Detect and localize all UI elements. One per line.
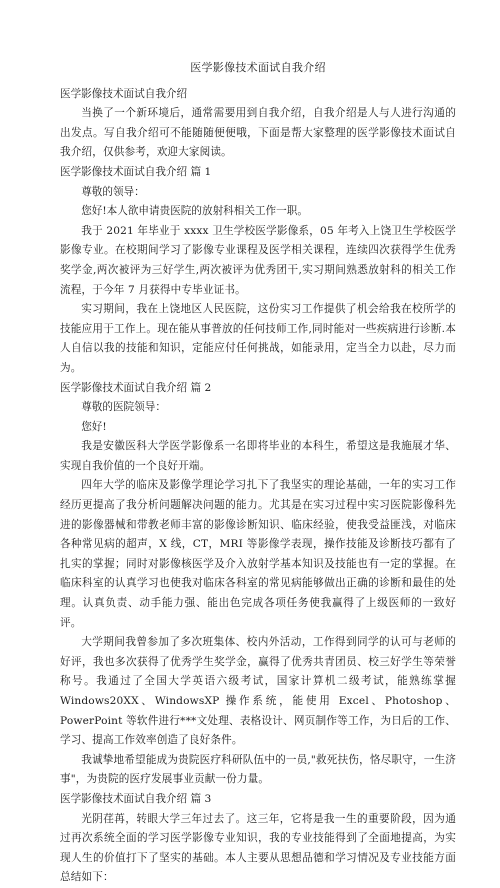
greeting: 您好!本人欲申请贵医院的放射科相关工作一职。 — [81, 205, 308, 218]
body-paragraph: 我是安徽医科大学医学影像系一名即将毕业的本科生，希望这是我施展才华、实现自我价值的一个良好开端。 — [60, 440, 456, 472]
salutation: 尊敬的医院领导： — [81, 401, 166, 414]
body-paragraph: 我于 2021 年毕业于 xxxx 卫生学校医学影像系，05 年考入上饶卫生学校医学影像专业。在校期间学习了影像专业课程及医学相关课程，连续四次获得学生优秀奖学金,两次被评为三好学生,两次被评为优秀团干,实习期间熟悉放射科的相关工作流程，于今年 7 月获得中专毕业证书。 — [60, 224, 456, 296]
body-paragraph: 光阴荏苒，转眼大学三年过去了。这三年，它将是我一生的重要阶段，因为通过再次系统全面的学习医学影像专业知识，我的专业技能得到了全面地提高，为实现人生的价值打下了坚实的基础。本人主要从思想品德和学习情况及专业技能方面总结如下： — [60, 812, 456, 884]
body-paragraph: 实习期间，我在上饶地区人民医院，这份实习工作提供了机会给我在校所学的技能应用于工作上。现在能从事普放的任何技师工作,同时能对一些疾病进行诊断.本人自信以我的技能和知识，定能应付任何挑战，如能录用，定当全力以赴，尽力而为。 — [60, 303, 456, 374]
greeting: 您好! — [81, 420, 107, 433]
intro-paragraph: 当换了一个新环境后，通常需要用到自我介绍，自我介绍是人与人进行沟通的出发点。写自我介绍可不能随随便便哦，下面是帮大家整理的医学影像技术面试自我介绍，仅供参考，欢迎大家阅读。 — [60, 107, 456, 159]
section-heading: 医学影像技术面试自我介绍 篇 3 — [60, 792, 212, 805]
document-title: 医学影像技术面试自我介绍 — [190, 61, 326, 74]
section-heading: 医学影像技术面试自我介绍 篇 2 — [60, 381, 212, 394]
body-paragraph: 四年大学的临床及影像学理论学习扎下了我坚实的理论基础，一年的实习工作经历更提高了我分析问题解决问题的能力。尤其是在实习过程中实习医院影像科先进的影像器械和带教老师丰富的影像诊断知识、临床经验，使我受益匪浅，对临床各种常见病的超声，X 线，CT，MRI 等影像学表现，操作技能及诊断技巧都有了扎实的掌握；同时对影像核医学及介入放射学基本知识及技能也有一定的掌握。在临床科室的认真学习也使我对临床各科室的常见病能够做出正确的诊断和最佳的处理。认真负责、动手能力强、能出色完成各项任务使我赢得了上级医师的一致好评。 — [60, 479, 456, 629]
section-heading: 医学影像技术面试自我介绍 篇 1 — [60, 165, 212, 178]
body-paragraph: 我诚挚地希望能成为贵院医疗科研队伍中的一员,"救死扶伤，恪尽职守，一生济事"，为贵院的医疗发展事业贡献一份力量。 — [60, 753, 456, 786]
salutation: 尊敬的领导： — [81, 185, 145, 198]
section-heading: 医学影像技术面试自我介绍 — [60, 87, 188, 100]
body-paragraph: 大学期间我曾参加了多次班集体、校内外活动，工作得到同学的认可与老师的好评，我也多次获得了优秀学生奖学金，赢得了优秀共青团员、校三好学生等荣誉称号。我通过了全国大学英语六级考试，国家计算机二级考试，能熟练掌握 Windows20XX、WindowsXP 操作系统，能使用 Excel、Photoshop、PowerPoint 等软件进行***文处理、表格设计、网页制作等工作，为日后的工作、学习、提高工作效率创造了良好条件。 — [60, 636, 456, 747]
